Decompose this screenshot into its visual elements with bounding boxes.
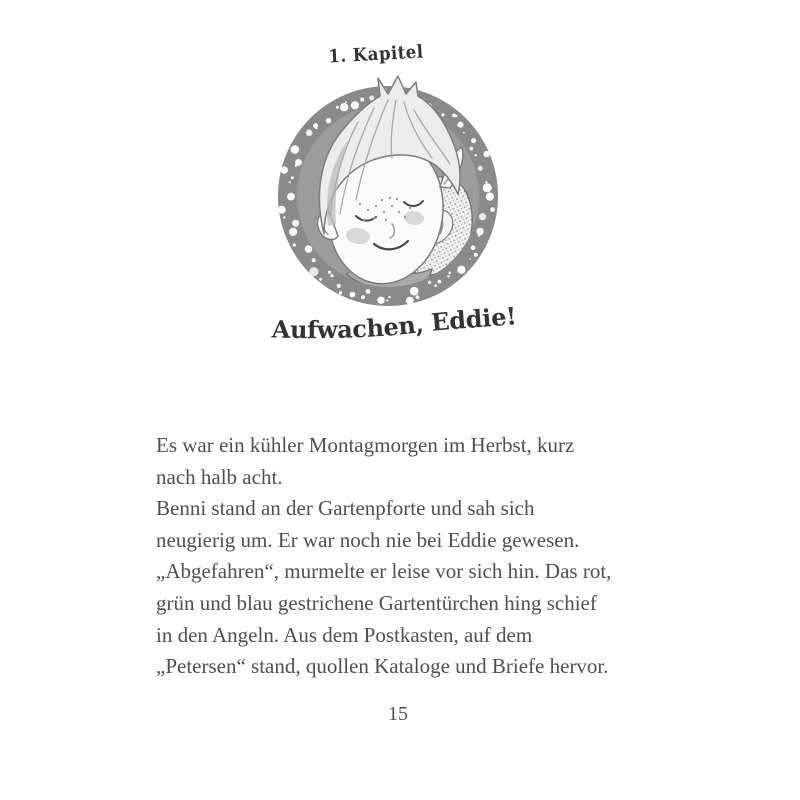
ring-dot — [489, 198, 491, 200]
body-text — [156, 430, 676, 683]
ring-dot — [457, 266, 465, 274]
ring-dot — [470, 258, 472, 260]
ring-dot — [447, 275, 450, 278]
ring-dot — [478, 166, 483, 171]
ring-dot — [351, 101, 359, 109]
ring-dot — [448, 271, 451, 274]
body-line: neugierig um. Er war noch nie bei Eddie gewesen. — [156, 527, 580, 552]
ring-dot — [478, 234, 481, 237]
chapter-title — [218, 286, 572, 350]
ring-dot — [360, 98, 364, 102]
ring-dot — [293, 243, 296, 246]
body-line: Es war ein kühler Montagmorgen im Herbst, kurz — [156, 433, 575, 457]
ring-dot — [469, 147, 473, 151]
ring-dot — [438, 280, 442, 284]
ring-dot — [291, 145, 300, 154]
ring-dot — [278, 206, 286, 214]
ring-dot — [474, 253, 478, 257]
body-line: „Petersen“ stand, quollen Kataloge und Briefe hervor. — [156, 654, 609, 679]
ring-dot — [281, 167, 288, 174]
ring-dot — [292, 220, 299, 227]
body-line: grün und blau gestrichene Gartentürchen hing schief — [156, 590, 597, 615]
ring-dot — [463, 132, 465, 134]
ring-dot — [485, 181, 487, 183]
ring-dot — [483, 183, 492, 192]
body-line: Benni stand an der Gartenpforte und sah sich — [156, 496, 535, 521]
ring-dot — [340, 103, 348, 111]
ring-dot — [289, 181, 291, 183]
ring-dot — [441, 113, 444, 116]
ring-dot — [336, 106, 339, 109]
ring-dot — [328, 271, 331, 274]
ring-dot — [289, 232, 291, 234]
ring-dot — [330, 274, 333, 277]
body-line: in den Angeln. Aus dem Postkasten, auf dem — [156, 622, 533, 647]
ring-dot — [315, 217, 317, 219]
sleeping-boy-illustration — [262, 66, 512, 318]
ring-dot — [452, 114, 456, 118]
ring-dot — [291, 176, 294, 179]
ring-dot — [471, 138, 476, 143]
chapter-number-label: 1. Kapitel — [327, 41, 425, 68]
ring-dot — [458, 122, 464, 128]
ring-dot — [326, 118, 331, 123]
ring-dot — [283, 216, 285, 218]
ring-dot — [295, 164, 298, 167]
ring-dot — [471, 246, 476, 251]
ring-dot — [475, 154, 477, 156]
page-number: 15 — [388, 703, 408, 725]
ring-dot — [312, 258, 316, 262]
body-line: nach halb acht. — [156, 464, 283, 489]
ring-dot — [306, 132, 309, 135]
ring-dot — [287, 193, 295, 201]
ring-dot — [479, 213, 486, 220]
svg-text:Aufwachen, Eddie! — [270, 301, 517, 344]
ring-dot — [483, 151, 489, 157]
ring-dot — [345, 101, 347, 103]
ring-dot — [490, 207, 495, 212]
ring-dot — [315, 127, 317, 129]
ring-dot — [309, 267, 318, 276]
ring-dot — [428, 281, 431, 284]
ring-dot — [305, 245, 313, 253]
chapter-title-text: Aufwachen, Eddie! — [271, 301, 518, 345]
ring-dot — [476, 228, 483, 235]
ring-dot — [319, 278, 322, 281]
body-line: „Abgefahren“, murmelte er leise vor sich hin. Das rot, — [156, 559, 612, 584]
